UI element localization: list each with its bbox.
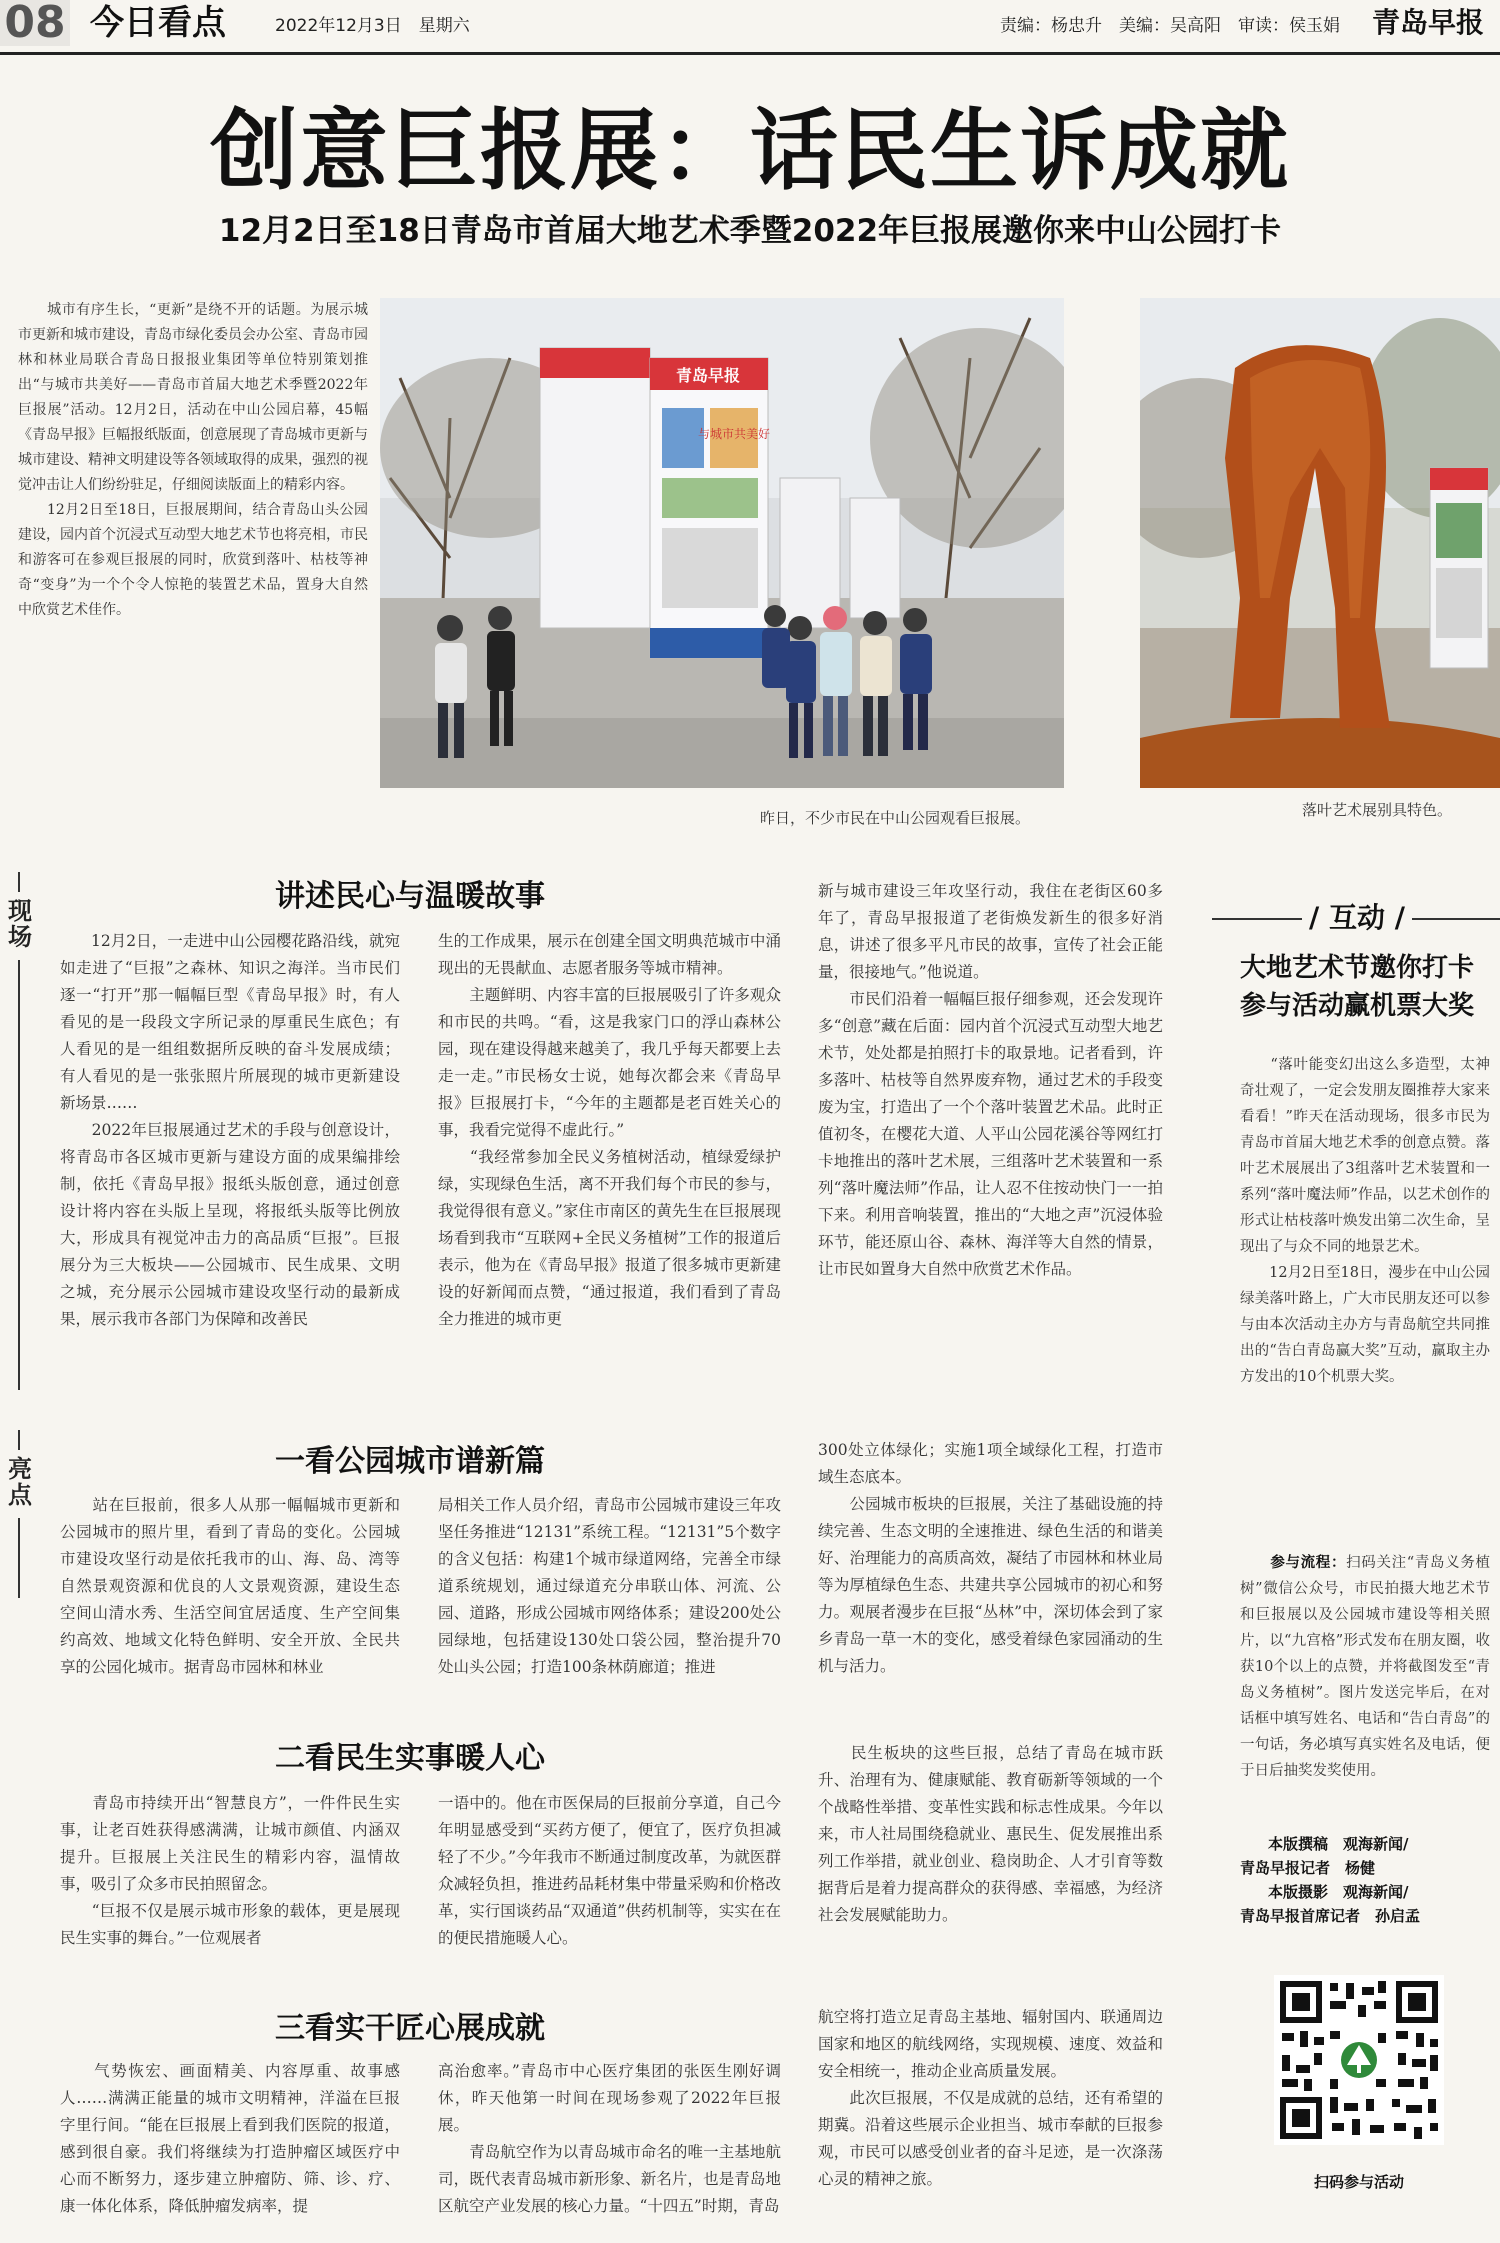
side-tag-xianchang: 现场 <box>8 896 32 951</box>
section2-col3: 300处立体绿化；实施1项全域绿化工程，打造市域生态底本。 公园城市板块的巨报展，关注了基础设施的持续完善、生态文明的全速推进、绿色生活的和谐美好、治理能力的高质高效，凝结了市园林和林业局等为厚植绿色生态、共建共享公园城市的初心和努力。观展者漫步在巨报“丛林”中，深切体会到了家乡青岛一草一木的变化，感受着绿色家园涌动的生机与活力。 <box>818 1441 1163 1675</box>
side-tag-rule <box>18 1430 20 1450</box>
issue-date: 2022年12月3日 星期六 <box>275 16 470 36</box>
section2-col1: 站在巨报前，很多人从那一幅幅城市更新和公园城市的照片里，看到了青岛的变化。公园城市建设攻坚行动是依托我市的山、海、岛、湾等自然景观资源和优良的人文景观资源，建设生态空间山清水秀、生活空间宜居适度、生产空间集约高效、地域文化特色鲜明、安全开放、全民共享的公园化城市。据青岛市园林和林业 <box>60 1496 400 1676</box>
credit-line: 本版摄影 观海新闻/ <box>1268 1883 1409 1901</box>
main-photo-caption: 昨日，不少市民在中山公园观看巨报展。 <box>760 809 1031 827</box>
intro-text: 城市有序生长，“更新”是绕不开的话题。为展示城市更新和城市建设，青岛市绿化委员会办公室、青岛市园林和林业局联合青岛日报报业集团等单位特别策划推出“与城市共美好——青岛市首届大地艺术季暨2022年巨报展”活动。12月2日，活动在中山公园启幕，45幅《青岛早报》巨幅报纸版面，创意展现了青岛城市更新与城市建设、精神文明建设等各领域取得的成果，强烈的视觉冲击让人们纷纷驻足，仔细阅读版面上的精彩内容。 12月2日至18日，巨报展期间，结合青岛山头公园建设，园内首个沉浸式互动型大地艺术节也将亮相，市民和游客可在参观巨报展的同时，欣赏到落叶、枯枝等神奇“变身”为一个个令人惊艳的装置艺术品，置身大自然中欣赏艺术佳作。 <box>18 302 368 618</box>
interact-tag: / 互动 / <box>1309 901 1405 934</box>
board-title: 青岛早报 <box>675 366 741 385</box>
credit-line: 本版撰稿 观海新闻/ <box>1268 1835 1409 1853</box>
credit-line: 青岛早报首席记者 孙启孟 <box>1240 1907 1421 1925</box>
header-rule <box>0 52 1500 55</box>
credit-line: 青岛早报记者 杨健 <box>1240 1859 1376 1877</box>
section4-col1: 气势恢宏、画面精美、内容厚重、故事感人……满满正能量的城市文明精神，洋溢在巨报字里行间。“能在巨报展上看到我们医院的报道，感到很自豪。我们将继续为打造肿瘤区域医疗中心而不断努力，逐步建立肿瘤防、筛、诊、疗、康一体化体系，降低肿瘤发病率，提 <box>60 2062 400 2215</box>
sub-headline: 12月2日至18日青岛市首届大地艺术季暨2022年巨报展邀你来中山公园打卡 <box>218 213 1282 249</box>
section-heading: 三看实干匠心展成就 <box>275 2011 545 2046</box>
interact-rule-right <box>1412 918 1500 920</box>
interact-title-2: 参与活动赢机票大奖 <box>1239 991 1474 1021</box>
section4-col3: 航空将打造立足青岛主基地、辐射国内、联通周边国家和地区的航线网络，实现规模、速度、效益和安全相统一，推动企业高质量发展。 此次巨报展，不仅是成就的总结，还有希望的期冀。沿着这些展示企业担当、城市奉献的巨报参观，市民可以感受创业者的奋斗足迹，是一次涤荡心灵的精神之旅。 <box>818 2008 1163 2188</box>
qr-code[interactable] <box>1274 1975 1444 2145</box>
side-tag-rule <box>18 872 20 892</box>
board-slogan: 与城市共美好 <box>697 427 771 441</box>
section1-col3: 新与城市建设三年攻坚行动，我住在老街区60多年了，青岛早报报道了老街焕发新生的很多好消息，讲述了很多平凡市民的故事，宣传了社会正能量，很接地气。”他说道。 市民们沿着一幅幅巨报仔细参观，还会发现许多“创意”藏在后面：园内首个沉浸式互动型大地艺术节，处处都是拍照打卡的取景地。记者看到，许多落叶、枯枝等自然界废弃物，通过艺术的手段变废为宝，打造出了一个个落叶装置艺术品。此时正值初冬，在樱花大道、人平山公园花溪谷等网红打卡地推出的落叶艺术展，三组落叶艺术装置和一系列“落叶魔法师”作品，让人忍不住按动快门一一拍下来。利用音响装置，推出的“大地之声”沉浸体验环节，能还原山谷、森林、海洋等大自然的情景，让市民如置身大自然中欣赏艺术作品。 <box>818 882 1163 1278</box>
section-heading: 一看公园城市谱新篇 <box>275 1444 545 1479</box>
section1-col2: 生的工作成果，展示在创建全国文明典范城市中涌现出的无畏献血、志愿者服务等城市精神。 主题鲜明、内容丰富的巨报展吸引了许多观众和市民的共鸣。“看，这是我家门口的浮山森林公园，现在建设得越来越美了，我几乎每天都要上去走一走。”市民杨女士说，她每次都会来《青岛早报》巨报展打卡，“今年的主题都是老百姓关心的事，我看完觉得不虚此行。” “我经常参加全民义务植树活动，植绿爱绿护绿，实现绿色生活，离不开我们每个市民的参与，我觉得很有意义。”家住市南区的黄先生在巨报展现场看到我市“互联网+全民义务植树”工作的报道后表示，他为在《青岛早报》报道了很多城市更新建设的好新闻而点赞，“通过报道，我们看到了青岛全力推进的城市更 <box>438 932 781 1328</box>
editor-credits: 责编：杨忠升 美编：吴高阳 审读：侯玉娟 <box>1000 16 1340 36</box>
section1-col1: 12月2日，一走进中山公园樱花路沿线，就宛如走进了“巨报”之森林、知识之海洋。当市民们逐一“打开”那一幅幅巨型《青岛早报》时，有人看见的是一段段文字所记录的厚重民生底色；有人看见的是一组组数据所反映的奋斗发展成绩；有人看见的是一张张照片所展现的城市更新建设新场景…… 2022年巨报展通过艺术的手段与创意设计，将青岛市各区城市更新与建设方面的成果编排绘制，依托《青岛早报》报纸头版创意，通过创意设计将内容在头版上呈现，将报纸头版等比例放大，形成具有视觉冲击力的高品质“巨报”。巨报展分为三大板块——公园城市、民生成果、文明之城，充分展示公园城市建设攻坚行动的最新成果，展示我市各部门为保障和改善民 <box>60 932 400 1328</box>
side-tag-rule <box>18 1518 20 1598</box>
interact-flow <box>1240 1524 1490 1784</box>
main-photo <box>380 298 1064 788</box>
headline: 创意巨报展：话民生诉成就 <box>209 98 1290 202</box>
section3-col3: 民生板块的这些巨报，总结了青岛在城市跃升、治理有为、健康赋能、教育砺新等领域的一个个战略性举措、变革性实践和标志性成果。今年以来，市人社局围绕稳就业、惠民生、促发展推出系列工作举措，就业创业、稳岗助企、人才引育等数据背后是着力提高群众的获得感、幸福感，为经济社会发展赋能助力。 <box>818 1744 1163 1924</box>
section4-col2: 高治愈率。”青岛市中心医疗集团的张医生刚好调休，昨天他第一时间在现场参观了2022年巨报展。 青岛航空作为以青岛城市命名的唯一主基地航司，既代表青岛城市新形象、新名片，也是青岛地区航空产业发展的核心力量。“十四五”时期，青岛 <box>438 2062 781 2215</box>
interact-tag-label: 互动 <box>1328 901 1385 934</box>
flow-body: 扫码关注“青岛义务植树”微信公众号，市民拍摄大地艺术节和巨报展以及公园城市建设等相关照片，以“九宫格”形式发布在朋友圈，收获10个以上的点赞，并将截图发至“青岛义务植树”。图片发送完毕后，在对话框中填写姓名、电话和“告白青岛”的一句话，务必填写真实姓名及电话，便于日后抽奖发奖使用。 <box>1240 1555 1491 1779</box>
page-number: 08 <box>0 0 70 46</box>
section-heading: 二看民生实事暖人心 <box>275 1741 545 1776</box>
side-tag-rule <box>18 960 20 1390</box>
interact-body: “落叶能变幻出这么多造型，太神奇壮观了，一定会发朋友圈推荐大家来看看！”昨天在活动现场，很多市民为青岛市首届大地艺术季的创意点赞。落叶艺术展展出了3组落叶艺术装置和一系列“落叶魔法师”作品，以艺术创作的形式让枯枝落叶焕发出第二次生命，呈现出了与众不同的地景艺术。 12月2日至18日，漫步在中山公园绿美落叶路上，广大市民朋友还可以参与由本次活动主办方与青岛航空共同推出的“告白青岛赢大奖”互动，赢取主办方发出的10个机票大奖。 <box>1240 1057 1490 1385</box>
leaf-art-photo <box>1140 298 1500 788</box>
credit-writer <box>1240 1832 1500 1928</box>
section3-col1: 青岛市持续开出“智慧良方”，一件件民生实事，让老百姓获得感满满，让城市颜值、内涵双提升。巨报展上关注民生的精彩内容，温情故事，吸引了众多市民拍照留念。 “巨报不仅是展示城市形象的载体，更是展现民生实事的舞台。”一位观展者 <box>60 1794 400 1947</box>
section3-col2: 一语中的。他在市医保局的巨报前分享道，自己今年明显感受到“买药方便了，便宜了，医疗负担减轻了不少。”今年我市不断通过制度改革，为就医群众减轻负担，推进药品耗材集中带量采购和价格改革，实行国谈药品“双通道”供药机制等，实实在在的便民措施暖人心。 <box>438 1794 781 1947</box>
side-tag-liangdian: 亮点 <box>8 1454 32 1509</box>
section-heading: 讲述民心与温暖故事 <box>275 879 545 914</box>
section-name: 今日看点 <box>90 3 226 43</box>
side-photo-caption: 落叶艺术展别具特色。 <box>1302 801 1453 819</box>
qr-caption: 扫码参与活动 <box>1313 2173 1404 2191</box>
section2-col2: 局相关工作人员介绍，青岛市公园城市建设三年攻坚任务推进“12131”系统工程。“12131”5个数字的含义包括：构建1个城市绿道网络，完善全市绿道系统规划，通过绿道充分串联山体、河流、公园、道路，形成公园城市网络体系；建设200处公园绿地，包括建设130处口袋公园，整治提升70处山头公园；打造100条林荫廊道；推进 <box>438 1496 781 1676</box>
interact-title-1: 大地艺术节邀你打卡 <box>1239 953 1474 983</box>
newspaper-logo: 青岛早报 <box>1372 6 1485 39</box>
flow-label: 参与流程： <box>1270 1554 1347 1571</box>
interact-rule-left <box>1212 918 1302 920</box>
